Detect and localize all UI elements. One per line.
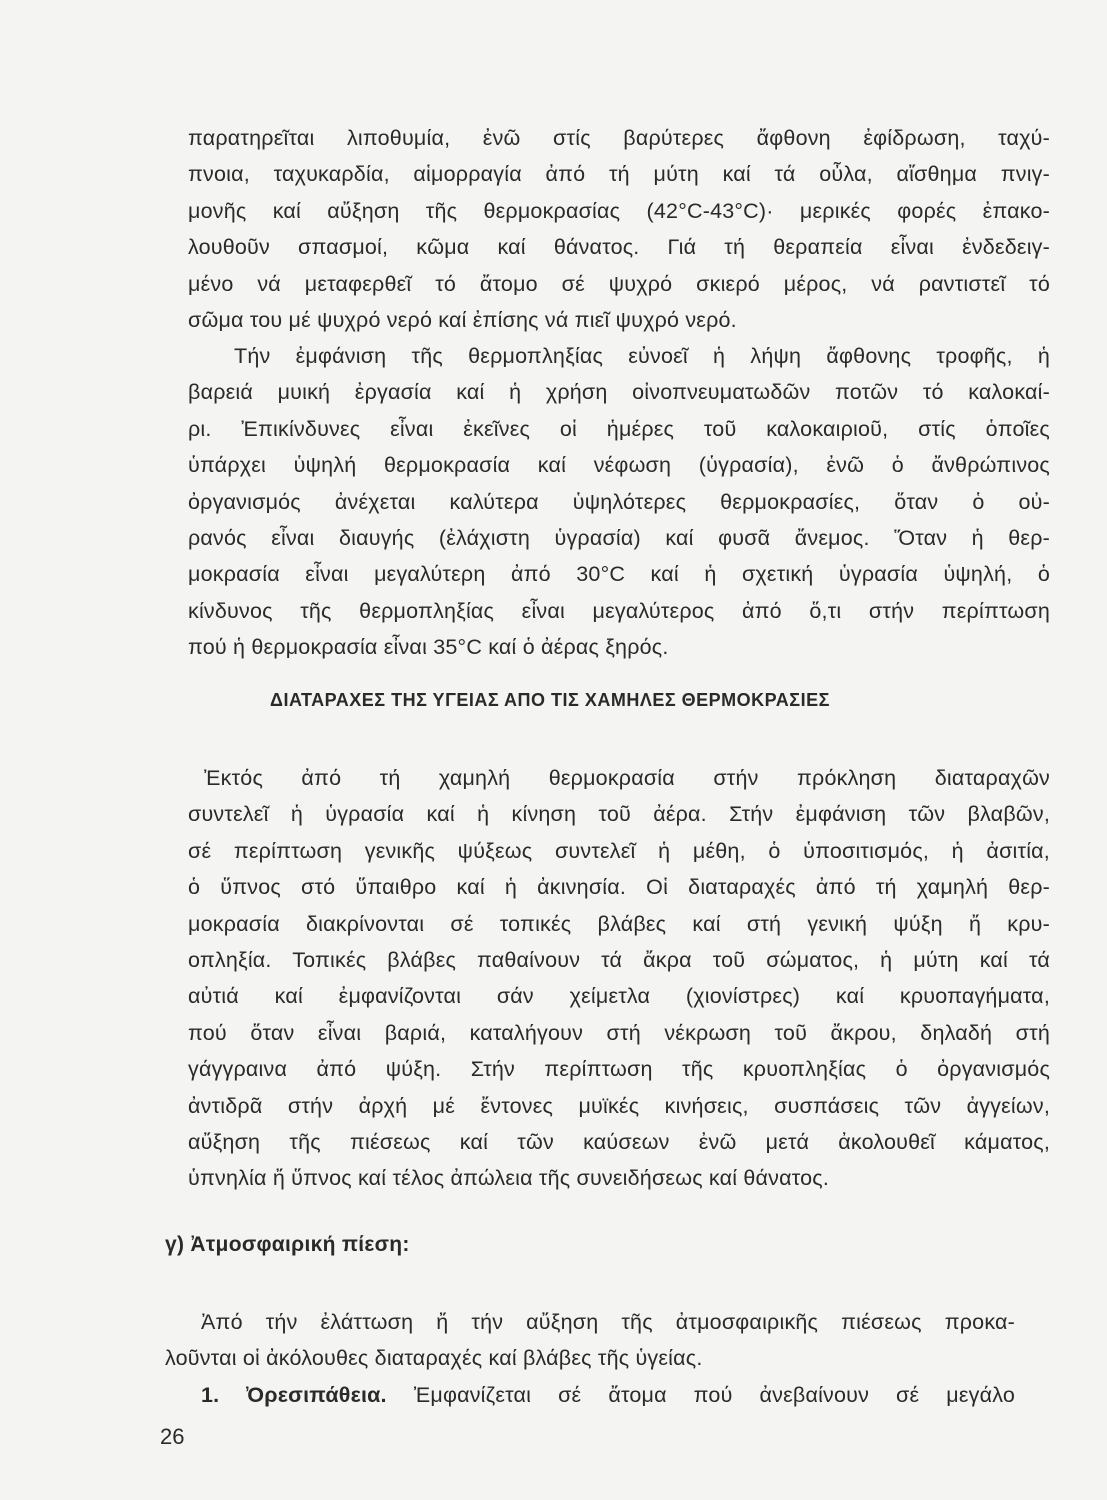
text-line: γάγγραινα ἀπό ψύξη. Στήν περίπτωση τῆς κρυοπληξίας ὁ ὀργανισμός — [188, 1057, 1050, 1082]
text-line: οπληξία. Τοπικές βλάβες παθαίνουν τά ἄκρα τοῦ σώματος, ἡ μύτη καί τά — [188, 948, 1050, 973]
text-line: ρι. Ἐπικίνδυνες εἶναι ἐκεῖνες οἱ ἡμέρες τοῦ καλοκαιριοῦ, στίς ὁποῖες — [188, 416, 1050, 441]
paragraph-2 — [188, 338, 1050, 666]
text-line: ὀργανισμός ἀνέχεται καλύτερα ὑψηλότερες θερμοκρασίες, ὅταν ὁ οὐ- — [188, 489, 1050, 514]
text-line: παρατηρεῖται λιποθυμία, ἐνῶ στίς βαρύτερες ἄφθονη ἐφίδρωση, ταχύ- — [188, 126, 1050, 150]
text-line: πνοια, ταχυκαρδία, αἱμορραγία ἀπό τή μύτη καί τά οὖλα, αἴσθημα πνιγ- — [188, 162, 1050, 187]
paragraph-1 — [188, 120, 1050, 338]
section-heading: ΔΙΑΤΑΡΑΧΕΣ ΤΗΣ ΥΓΕΙΑΣ ΑΠΟ ΤΙΣ ΧΑΜΗΛΕΣ ΘΕΡΜΟΚΡΑΣΙΕΣ — [270, 690, 830, 710]
text-line: ὁ ὕπνος στό ὕπαιθρο καί ἡ ἀκινησία. Οἱ διαταραχές ἀπό τή χαμηλή θερ- — [188, 875, 1050, 900]
text-line: Ἀπό τήν ἐλάττωση ἤ τήν αὔξηση τῆς ἀτμοσφαιρικῆς πιέσεως προκα- — [201, 1310, 1015, 1334]
page-number: 26 — [160, 1424, 185, 1449]
text-line: μένο νά μεταφερθεῖ τό ἄτομο σέ ψυχρό σκιερό μέρος, νά ραντιστεῖ τό — [188, 271, 1050, 296]
text-line: κίνδυνος τῆς θερμοπληξίας εἶναι μεγαλύτερος ἀπό ὅ,τι στήν περίπτωση — [188, 598, 1050, 623]
text-line: αὐτιά καί ἐμφανίζονται σάν χείμετλα (χιονίστρες) καί κρυοπαγήματα, — [188, 984, 1050, 1009]
text-line: μοκρασία διακρίνονται σέ τοπικές βλάβες καί στή γενική ψύξη ἤ κρυ- — [188, 911, 1050, 936]
item-label: 1. Ὀρεσιπάθεια. — [201, 1382, 387, 1407]
text-line: συντελεῖ ἡ ὑγρασία καί ἡ κίνηση τοῦ ἀέρα. Στήν ἐμφάνιση τῶν βλαβῶν, — [188, 802, 1050, 827]
paragraph-4 — [165, 1304, 1015, 1413]
text-line: ὑπνηλία ἤ ὕπνος καί τέλος ἀπώλεια τῆς συνειδήσεως καί θάνατος. — [188, 1166, 830, 1191]
text-line: βαρειά μυική ἐργασία καί ἡ χρήση οἰνοπνευματωδῶν ποτῶν τό καλοκαί- — [188, 380, 1050, 405]
text-line: ἀντιδρᾶ στήν ἀρχή μέ ἔντονες μυϊκές κινήσεις, συσπάσεις τῶν ἀγγείων, — [188, 1093, 1050, 1118]
text-line: λοῦνται οἱ ἀκόλουθες διαταραχές καί βλάβες τῆς ὑγείας. — [165, 1346, 703, 1371]
text-line: λουθοῦν σπασμοί, κῶμα καί θάνατος. Γιά τή θεραπεία εἶναι ἐνδεδειγ- — [188, 235, 1050, 260]
text-line: ρανός εἶναι διαυγής (ἐλάχιστη ὑγρασία) καί φυσᾶ ἄνεμος. Ὅταν ἡ θερ- — [188, 526, 1050, 551]
text-line: πού ὅταν εἶναι βαριά, καταλήγουν στή νέκρωση τοῦ ἄκρου, δηλαδή στή — [188, 1020, 1050, 1045]
text-line: σῶμα του μέ ψυχρό νερό καί ἐπίσης νά πιεῖ ψυχρό νερό. — [188, 308, 737, 333]
text-line: Ἐκτός ἀπό τή χαμηλή θερμοκρασία στήν πρόκληση διαταραχῶν — [204, 766, 1050, 790]
text-line: μονῆς καί αὔξηση τῆς θερμοκρασίας (42°C-43°C)· μερικές φορές ἐπακο- — [188, 198, 1050, 223]
paragraph-3 — [188, 760, 1050, 1197]
text-line: ὑπάρχει ὑψηλή θερμοκρασία καί νέφωση (ὑγρασία), ἐνῶ ὁ ἄνθρώπινος — [188, 453, 1050, 478]
text-line: σέ περίπτωση γενικῆς ψύξεως συντελεῖ ἡ μέθη, ὁ ὑποσιτισμός, ἡ ἀσιτία, — [188, 838, 1050, 863]
text-line: αὔξηση τῆς πιέσεως καί τῶν καύσεων ἐνῶ μετά ἀκολουθεῖ κάματος, — [188, 1130, 1050, 1155]
text-line: Τήν ἐμφάνιση τῆς θερμοπληξίας εὐνοεῖ ἡ λήψη ἄφθονης τροφῆς, ἡ — [234, 344, 1050, 368]
text-line: πού ἡ θερμοκρασία εἶναι 35°C καί ὁ ἀέρας ξηρός. — [188, 635, 669, 660]
list-item — [165, 1377, 1015, 1413]
text-line: μοκρασία εἶναι μεγαλύτερη ἀπό 30°C καί ἡ σχετική ὑγρασία ὑψηλή, ὁ — [188, 562, 1050, 587]
subsection-heading: γ) Ἀτμοσφαιρική πίεση: — [165, 1233, 410, 1256]
item-text: Ἐμφανίζεται σέ ἄτομα πού ἀνεβαίνουν σέ μεγάλο — [386, 1382, 1015, 1407]
